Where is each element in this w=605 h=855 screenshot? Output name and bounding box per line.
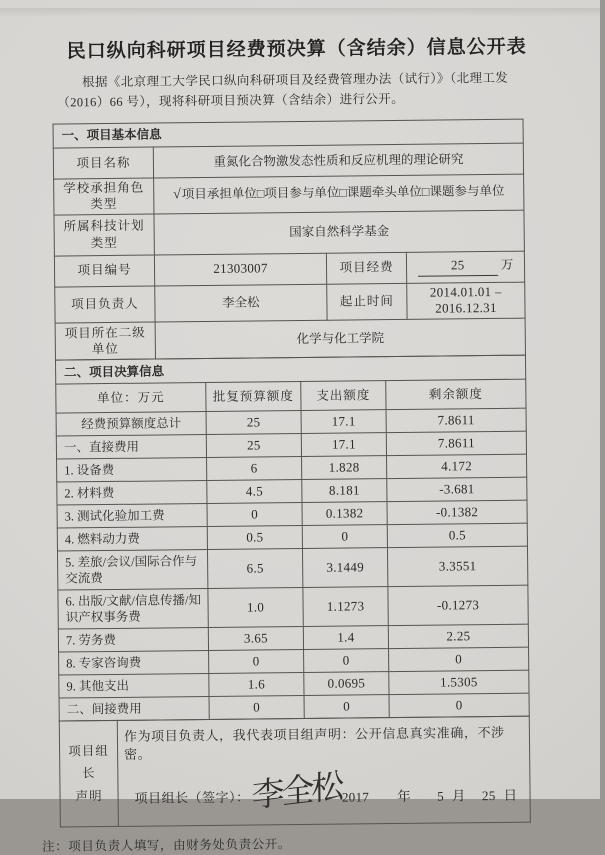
cell-value: 0.5 [387, 523, 527, 547]
unit-header: 单位：万元 [56, 383, 206, 414]
cell-value: 3.3551 [387, 546, 527, 586]
project-no-value: 21303007 [154, 253, 326, 286]
pi-value: 李全松 [155, 284, 327, 323]
row-label: 一、直接费用 [56, 435, 206, 460]
handwritten-signature: 李全松 [251, 768, 342, 816]
cell-value: 0 [209, 696, 304, 720]
cell-value: 4.172 [387, 454, 527, 478]
table-row [55, 318, 525, 360]
cell-value: 1.828 [302, 456, 387, 480]
dept-label: 项目所在二级单位 [55, 322, 155, 360]
cell-value: 25 [206, 434, 301, 458]
date-day: 25 [481, 787, 496, 803]
signature-row [124, 768, 521, 821]
declaration-label-line1: 项目组长 [68, 743, 109, 781]
intro-paragraph: 根据《北京理工大学民口纵向科研项目及经费管理办法（试行）》（北理工发（2016）66 号），现将科研项目预决算（含结余）进行公开。 [57, 70, 509, 110]
row-label: 6. 出版/文献/信息传播/知识产权事务费 [58, 589, 208, 630]
row-label: 1. 设备费 [57, 458, 207, 483]
plan-type-value: 国家自然科学基金 [154, 210, 524, 255]
table-row [54, 251, 524, 287]
cell-value: 1.5305 [389, 670, 529, 694]
cell-value: 0 [302, 525, 387, 549]
cell-value: 0 [207, 503, 302, 527]
plan-type-label: 所属科技计划类型 [54, 214, 154, 256]
declaration-label-cell [59, 721, 118, 827]
row-label: 4. 燃料动力费 [57, 527, 207, 552]
cell-value: 3.1449 [302, 548, 387, 588]
cell-value: 1.0 [208, 588, 303, 628]
row-label: 3. 测试化验加工费 [57, 504, 207, 529]
declaration-table [59, 716, 531, 827]
project-name-label: 项目名称 [53, 147, 153, 179]
column-header-approved: 批复预算额度 [206, 382, 301, 412]
table-row [54, 210, 524, 256]
sign-label: 项目组长（签字）： [134, 789, 250, 806]
declaration-content-cell [117, 716, 530, 826]
cell-value: 0 [389, 647, 529, 671]
row-label: 5. 差旅/会议/国际合作与交流费 [57, 550, 207, 591]
project-name-value: 重氮化合物激发态性质和反应机理的理论研究 [153, 143, 523, 178]
cell-value: -0.1382 [387, 500, 527, 524]
row-label: 8. 专家咨询费 [59, 651, 209, 676]
section2-header: 二、项目决算信息 [55, 355, 525, 384]
cell-value: 0 [209, 650, 304, 674]
cell-value: 7.8611 [386, 431, 526, 455]
funding-value-cell [406, 251, 524, 283]
role-type-value [154, 174, 524, 213]
declaration-statement: 作为项目负责人，我代表项目组声明：公开信息真实准确，不涉密。 [123, 725, 505, 763]
table-row [53, 143, 523, 179]
cell-value: 0.1382 [302, 502, 387, 526]
cell-value: 8.181 [302, 479, 387, 503]
cell-value: 6 [207, 457, 302, 481]
row-label: 7. 劳务费 [58, 628, 208, 653]
footnote: 注：项目负责人填写，由财务处负责公开。 [42, 836, 292, 854]
funding-unit: 万 [500, 257, 514, 272]
date-year-unit: 年 [397, 788, 412, 804]
date-year: 2017 [341, 789, 370, 805]
cell-value: 0.0695 [304, 672, 389, 696]
budget-table [55, 355, 530, 722]
cell-value: 0 [304, 649, 389, 673]
duration-value: 2014.01.01 – 2016.12.31 [407, 282, 525, 320]
declaration-row [59, 716, 530, 826]
funding-amount: 25 [418, 257, 498, 277]
table-row [55, 282, 525, 324]
cell-value: -0.1273 [388, 585, 528, 625]
row-label: 2. 材料费 [57, 481, 207, 506]
cell-value: 6.5 [207, 549, 302, 589]
cell-value: 17.1 [301, 410, 386, 434]
date-day-unit: 日 [503, 787, 518, 803]
cell-value: 2.25 [388, 624, 528, 648]
role-type-label: 学校承担角色类型 [54, 178, 154, 215]
duration-label: 起止时间 [327, 283, 407, 321]
date-line [342, 786, 522, 806]
cell-value: 4.5 [207, 480, 302, 504]
cell-value: 0 [304, 695, 389, 719]
cell-value: 7.8611 [386, 408, 526, 432]
funding-label: 项目经费 [326, 252, 406, 284]
section1-header: 一、项目基本信息 [53, 119, 523, 148]
role-type-options: 项目承担单位□项目参与单位□课题牵头单位□课题参与单位 [181, 184, 505, 202]
table-row [58, 585, 528, 629]
column-header-remaining: 剩余额度 [386, 379, 526, 409]
column-header-spent: 支出额度 [301, 381, 386, 411]
page-title: 民口纵向科研项目经费预决算（含结余）信息公开表 [66, 36, 527, 63]
cell-value: 1.1273 [303, 587, 388, 627]
cell-value: 3.65 [208, 627, 303, 651]
table-row [57, 546, 527, 590]
cell-value: -3.681 [387, 477, 527, 501]
pi-label: 项目负责人 [55, 286, 155, 324]
row-label: 经费预算额度总计 [56, 412, 206, 437]
date-month-unit: 月 [451, 787, 467, 804]
handwritten-checkmark: √ [173, 187, 181, 203]
row-label: 二、间接费用 [59, 697, 209, 722]
cell-value: 0.5 [207, 526, 302, 550]
date-month: 5 [437, 788, 445, 804]
declaration-label-line2: 声明 [75, 788, 103, 804]
project-info-table [53, 119, 526, 361]
cell-value: 25 [206, 411, 301, 435]
dept-value: 化学与化工学院 [155, 318, 525, 359]
cell-value: 17.1 [301, 433, 386, 457]
cell-value: 1.4 [303, 626, 388, 650]
cell-value: 0 [389, 693, 529, 717]
cell-value: 1.6 [209, 673, 304, 697]
row-label: 9. 其他支出 [59, 674, 209, 699]
project-no-label: 项目编号 [54, 255, 154, 287]
table-row [54, 174, 524, 214]
